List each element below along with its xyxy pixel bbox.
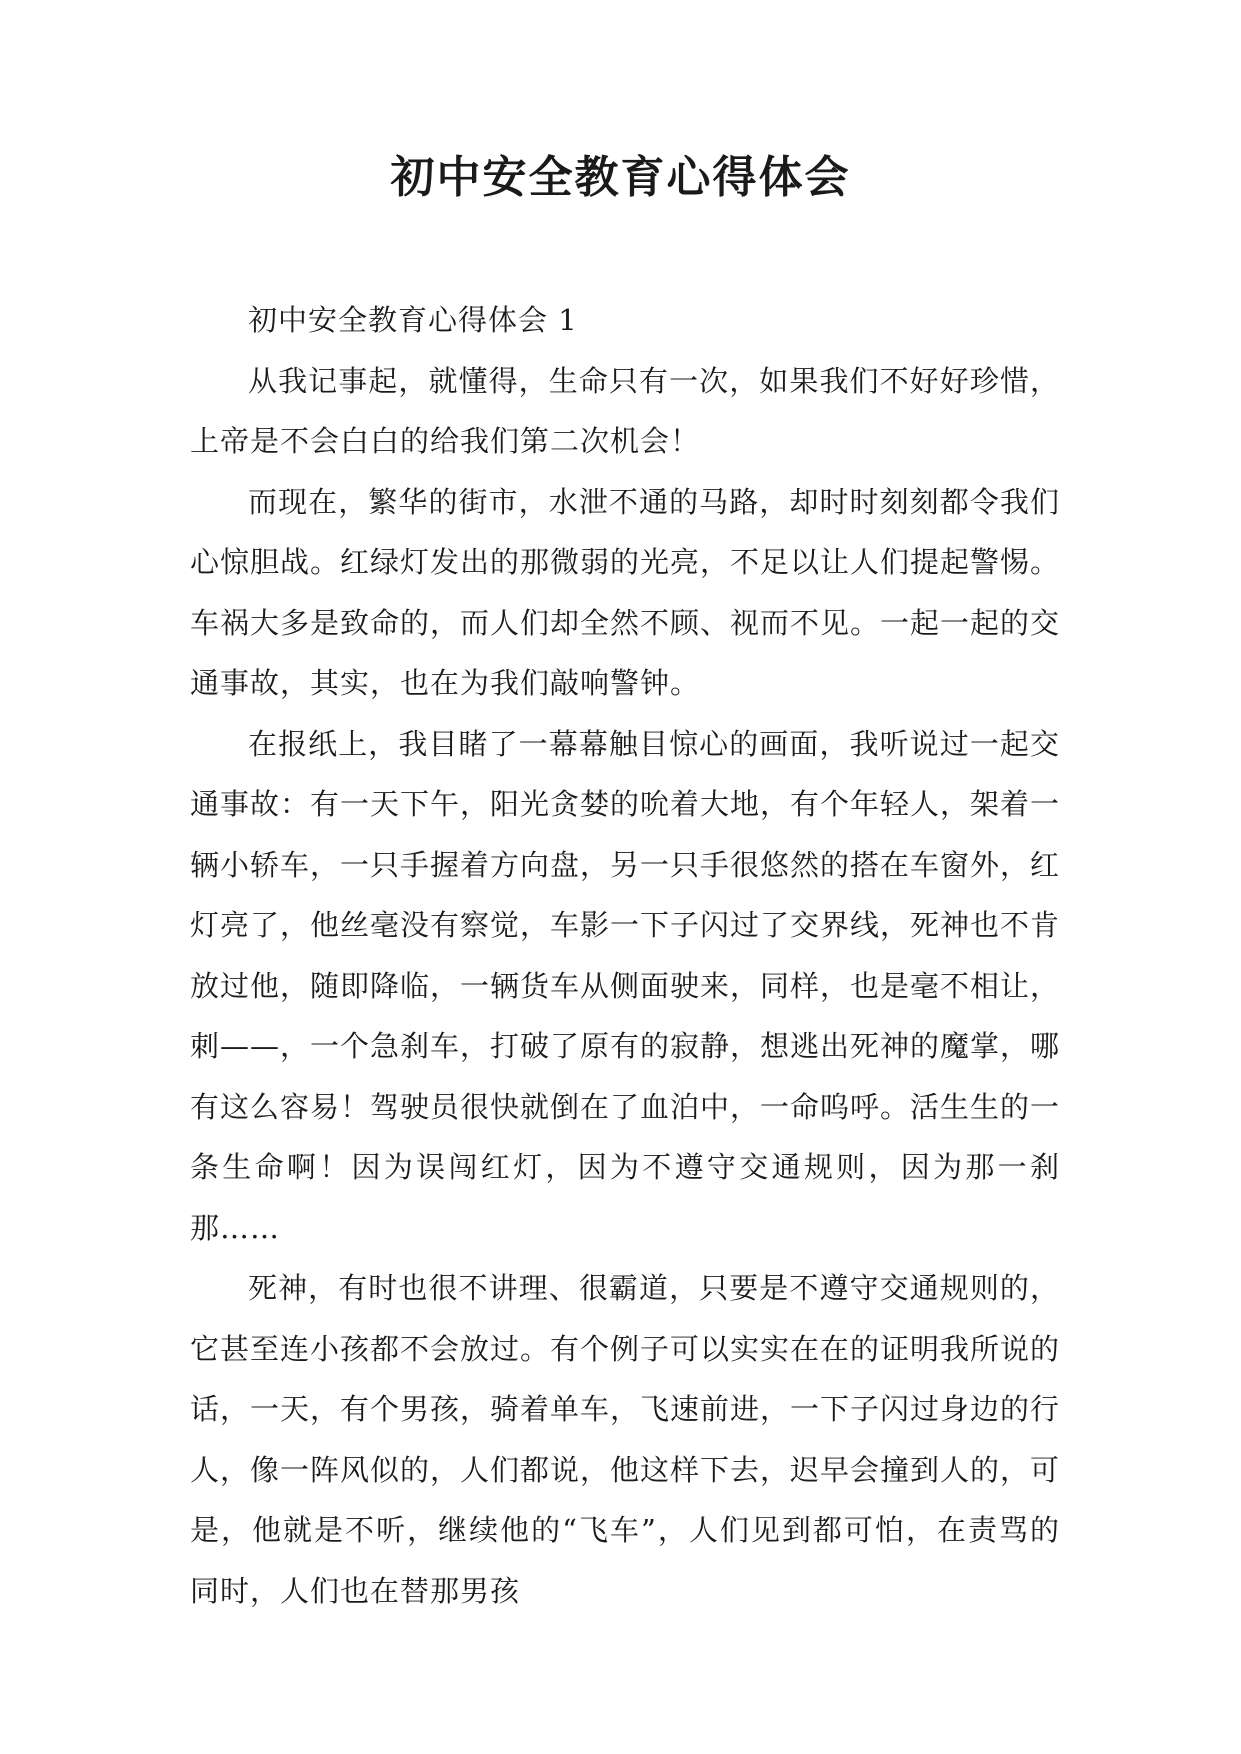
document-title: 初中安全教育心得体会 <box>390 152 851 203</box>
paragraph: 在报纸上，我目睹了一幕幕触目惊心的画面，我听说过一起交通事故：有一天下午，阳光贪婪的吮着大地，有个年轻人，架着一辆小轿车，一只手握着方向盘，另一只手很悠然的搭在车窗外，红灯亮了，他丝毫没有察觉，车影一下子闪过了交界线，死神也不肯放过他，随即降临，一辆货车从侧面驶来，同样，也是毫不相让，刺——，一个急刹车，打破了原有的寂静，想逃出死神的魔掌，哪有这么容易！驾驶员很快就倒在了血泊中，一命呜呼。活生生的一条生命啊！因为误闯红灯，因为不遵守交通规则，因为那一刹那…… <box>190 726 1061 1245</box>
document-body <box>190 290 1060 1621</box>
section-heading: 初中安全教育心得体会 1 <box>248 303 578 337</box>
paragraph: 从我记事起，就懂得，生命只有一次，如果我们不好好珍惜，上帝是不会白白的给我们第二次机会！ <box>190 363 1060 458</box>
paragraph: 而现在，繁华的街市，水泄不通的马路，却时时刻刻都令我们心惊胆战。红绿灯发出的那微弱的光亮，不足以让人们提起警惕。车祸大多是致命的，而人们却全然不顾、视而不见。一起一起的交通事故，其实，也在为我们敲响警钟。 <box>190 484 1061 700</box>
paragraph: 死神，有时也很不讲理、很霸道，只要是不遵守交通规则的，它甚至连小孩都不会放过。有个例子可以实实在在的证明我所说的话，一天，有个男孩，骑着单车，飞速前进，一下子闪过身边的行人，像一阵风似的，人们都说，他这样下去，迟早会撞到人的，可是，他就是不听，继续他的“飞车”，人们见到都可怕，在责骂的同时，人们也在替那男孩 <box>190 1271 1061 1608</box>
